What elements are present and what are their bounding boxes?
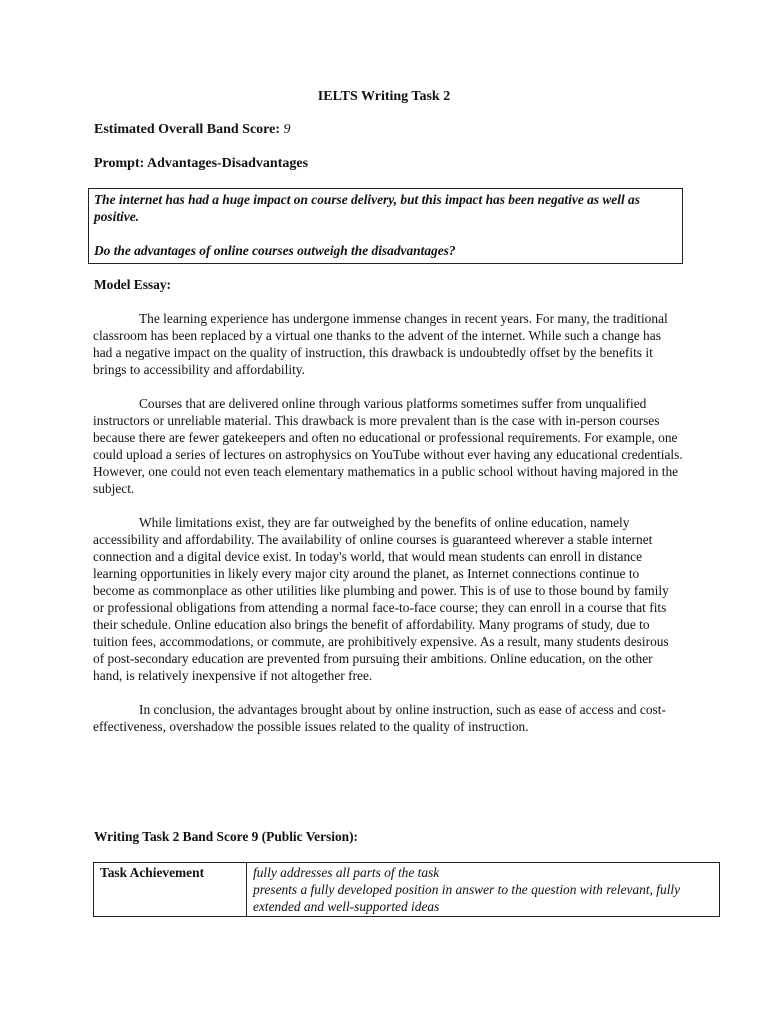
prompt-question: Do the advantages of online courses outweigh the disadvantages? bbox=[94, 243, 456, 258]
model-essay-heading: Model Essay: bbox=[94, 277, 171, 292]
prompt-box bbox=[88, 188, 683, 264]
criteria-table bbox=[93, 862, 720, 917]
band-score-value: 9 bbox=[283, 122, 291, 137]
essay-paragraph-disadvantages: Courses that are delivered online through various platforms sometimes suffer from unqualified instructors or unreliable material. This drawback is more prevalent than is the case with in-person courses because there are fewer gatekeepers and often no educational or professional requirements. For example, one could upload a series of lectures on astrophysics on YouTube without ever having any educational credentials. However, one could not even teach elementary mathematics in a public school without having majored in the subject. bbox=[93, 396, 683, 496]
descriptor-line: presents a fully developed position in answer to the question with relevant, fully extended and well-supported ideas bbox=[253, 882, 681, 914]
page-title: IELTS Writing Task 2 bbox=[317, 89, 451, 104]
criterion-descriptors bbox=[247, 863, 720, 917]
prompt-heading: Prompt: Advantages-Disadvantages bbox=[94, 156, 309, 171]
prompt-statement: The internet has had a huge impact on course delivery, but this impact has been negative as well as positive. bbox=[94, 192, 640, 224]
essay-paragraph-advantages: While limitations exist, they are far outweighed by the benefits of online education, namely accessibility and affordability. The availability of online courses is guaranteed wherever a stable internet connection and a digital device exist. In today's world, that would mean students can enroll in distance learning opportunities in likely every major city around the planet, as Internet connections continue to become as commonplace as other utilities like plumbing and power. This is of use to those bound by family or professional obligations from attending a normal face-to-face course; they can enroll in a course that fits their schedule. Online education also brings the benefit of affordability. Many programs of study, due to tuition fees, accommodations, or commute, are prohibitively expensive. As a result, many students desirous of post-secondary education are prevented from pursuing their ambitions. Online education, on the other hand, is relatively inexpensive if not altogether free. bbox=[93, 515, 669, 683]
band-score-line bbox=[94, 121, 291, 138]
descriptor-line: fully addresses all parts of the task bbox=[253, 865, 440, 880]
essay-paragraph-conclusion: In conclusion, the advantages brought about by online instruction, such as ease of access and cost-effectiveness, overshadow the possible issues related to the quality of instruction. bbox=[93, 702, 666, 734]
essay-paragraph-introduction: The learning experience has undergone immense changes in recent years. For many, the traditional classroom has been replaced by a virtual one thanks to the advent of the internet. While such a change has had a negative impact on the quality of instruction, this drawback is undoubtedly offset by the benefits it brings to accessibility and affordability. bbox=[93, 311, 668, 377]
essay-body bbox=[93, 310, 683, 752]
criterion-name: Task Achievement bbox=[94, 863, 247, 917]
table-row bbox=[94, 863, 720, 917]
criteria-heading: Writing Task 2 Band Score 9 (Public Version): bbox=[94, 829, 359, 844]
band-score-label: Estimated Overall Band Score: bbox=[94, 122, 281, 137]
